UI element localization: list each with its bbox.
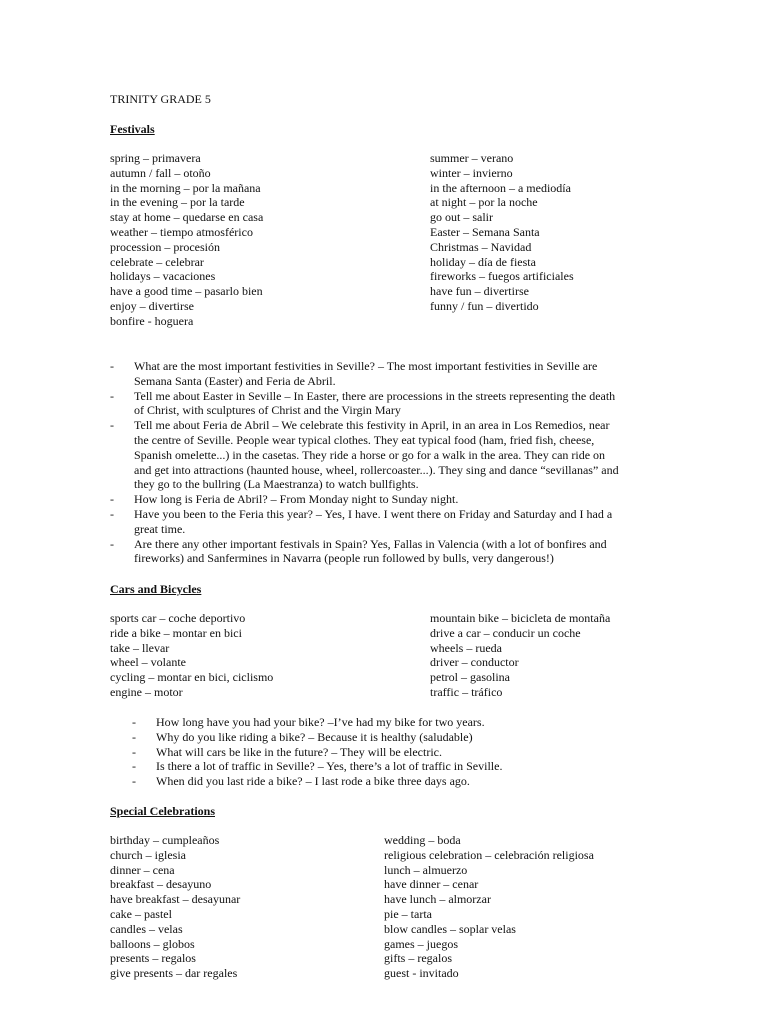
vocab-entry: enjoy – divertirse xyxy=(110,298,194,313)
festivals-questions xyxy=(110,359,670,566)
vocab-entry: driver – conductor xyxy=(430,655,519,670)
vocab-entry: presents – regalos xyxy=(110,951,196,966)
bullet-dash: - xyxy=(132,759,136,774)
vocab-entry: procession – procesión xyxy=(110,239,220,254)
vocab-entry: in the afternoon – a mediodía xyxy=(430,180,571,195)
vocab-entry: games – juegos xyxy=(384,936,458,951)
festivals-vocab-left xyxy=(110,151,410,329)
vocab-entry: go out – salir xyxy=(430,210,493,225)
question-line: How long is Feria de Abril? – From Monday night to Sunday night. xyxy=(134,492,459,507)
vocab-entry: holidays – vacaciones xyxy=(110,269,216,284)
question-item xyxy=(110,537,670,567)
question-line: How long have you had your bike? –I’ve had my bike for two years. xyxy=(156,715,485,729)
vocab-entry: in the evening – por la tarde xyxy=(110,195,245,210)
question-line: of Christ, with sculptures of Christ and the Virgin Mary xyxy=(134,403,401,418)
document-title: TRINITY GRADE 5 xyxy=(110,92,211,106)
question-line: Semana Santa (Easter) and Feria de Abril. xyxy=(134,373,336,388)
vocab-entry: have lunch – almorzar xyxy=(384,892,491,907)
vocab-entry: have dinner – cenar xyxy=(384,877,479,892)
question-line: What will cars be like in the future? – They will be electric. xyxy=(156,744,443,759)
festivals-vocab xyxy=(110,151,730,331)
vocab-entry: have fun – divertirse xyxy=(430,284,529,299)
vocab-entry: religious celebration – celebración religiosa xyxy=(384,847,594,862)
cars-question-list xyxy=(132,715,652,789)
vocab-entry: summer – verano xyxy=(430,151,514,165)
question-item xyxy=(110,418,670,492)
question-line: Tell me about Easter in Seville – In Easter, there are processions in the streets representing the death xyxy=(134,388,616,403)
vocab-entry: holiday – día de fiesta xyxy=(430,254,536,269)
vocab-entry: funny / fun – divertido xyxy=(430,298,539,313)
vocab-entry: traffic – tráfico xyxy=(430,684,503,699)
vocab-entry: birthday – cumpleaños xyxy=(110,833,220,847)
question-line: they go to the bullring (La Maestranza) to watch bullfights. xyxy=(134,477,419,492)
celebrations-vocab-right xyxy=(384,833,684,981)
vocab-entry: ride a bike – montar en bici xyxy=(110,625,242,640)
vocab-entry: wheel – volante xyxy=(110,655,186,670)
vocab-entry: breakfast – desayuno xyxy=(110,877,212,892)
vocab-entry: blow candles – soplar velas xyxy=(384,921,516,936)
question-item xyxy=(132,774,652,789)
question-item xyxy=(132,759,652,774)
vocab-entry: fireworks – fuegos artificiales xyxy=(430,269,574,284)
cars-vocab-left xyxy=(110,611,410,700)
vocab-entry: have breakfast – desayunar xyxy=(110,892,241,907)
cars-vocab xyxy=(110,611,730,706)
bullet-dash: - xyxy=(132,774,136,789)
vocab-entry: bonfire - hoguera xyxy=(110,313,194,328)
question-line: Tell me about Feria de Abril – We celebrate this festivity in April, in an area in Los Remedios, near xyxy=(134,418,610,433)
bullet-dash: - xyxy=(110,418,114,433)
vocab-entry: cycling – montar en bici, ciclismo xyxy=(110,670,274,685)
vocab-entry: wedding – boda xyxy=(384,833,461,847)
celebrations-vocab-left xyxy=(110,833,410,981)
vocab-entry: spring – primavera xyxy=(110,151,201,165)
cars-questions xyxy=(132,715,652,789)
question-line: Is there a lot of traffic in Seville? – Yes, there’s a lot of traffic in Seville. xyxy=(156,759,503,774)
festivals-question-list xyxy=(110,359,670,566)
festivals-heading: Festivals xyxy=(110,122,155,136)
vocab-entry: balloons – globos xyxy=(110,936,195,951)
bullet-dash: - xyxy=(110,388,114,403)
bullet-dash: - xyxy=(110,359,114,373)
question-line: What are the most important festivities in Seville? – The most important festivities in Seville are xyxy=(134,359,598,373)
vocab-entry: wheels – rueda xyxy=(430,640,502,655)
vocab-entry: in the morning – por la mañana xyxy=(110,180,261,195)
vocab-entry: sports car – coche deportivo xyxy=(110,611,246,625)
vocab-entry: have a good time – pasarlo bien xyxy=(110,284,263,299)
vocab-entry: stay at home – quedarse en casa xyxy=(110,210,264,225)
vocab-entry: autumn / fall – otoño xyxy=(110,165,211,180)
vocab-entry: lunch – almuerzo xyxy=(384,862,468,877)
vocab-entry: church – iglesia xyxy=(110,847,186,862)
vocab-entry: take – llevar xyxy=(110,640,170,655)
question-item xyxy=(110,359,670,389)
vocab-entry: pie – tarta xyxy=(384,906,432,921)
vocab-entry: cake – pastel xyxy=(110,906,172,921)
vocab-entry: engine – motor xyxy=(110,684,183,699)
vocab-entry: at night – por la noche xyxy=(430,195,538,210)
bullet-dash: - xyxy=(110,536,114,551)
vocab-entry: candles – velas xyxy=(110,921,183,936)
question-item xyxy=(110,507,670,537)
festivals-vocab-right xyxy=(430,151,730,314)
question-line: Are there any other important festivals in Spain? Yes, Fallas in Valencia (with a lot of bonfires and xyxy=(134,536,607,551)
vocab-entry: Christmas – Navidad xyxy=(430,239,532,254)
question-line: the centre of Seville. People wear typical clothes. They eat typical food (ham, fried fish, cheese, xyxy=(134,432,595,447)
question-line: Have you been to the Feria this year? – Yes, I have. I went there on Friday and Saturday and I had a xyxy=(134,506,613,521)
question-line: fireworks) and Sanfermines in Navarra (people run followed by bulls, very dangerous!) xyxy=(134,551,554,566)
question-line: great time. xyxy=(134,521,186,536)
vocab-entry: weather – tiempo atmosférico xyxy=(110,224,253,239)
question-item xyxy=(110,389,670,419)
celebrations-vocab xyxy=(110,833,730,983)
vocab-entry: dinner – cena xyxy=(110,862,175,877)
vocab-entry: give presents – dar regales xyxy=(110,966,238,981)
question-item xyxy=(132,745,652,760)
vocab-entry: Easter – Semana Santa xyxy=(430,224,540,239)
vocab-entry: petrol – gasolina xyxy=(430,670,510,685)
question-line: Spanish omelette...) in the casetas. They ride a horse or go for a walk in the area. They can ride on xyxy=(134,447,606,462)
vocab-entry: gifts – regalos xyxy=(384,951,452,966)
bullet-dash: - xyxy=(110,506,114,521)
vocab-entry: guest - invitado xyxy=(384,966,459,981)
bullet-dash: - xyxy=(132,715,136,729)
question-item xyxy=(132,730,652,745)
bullet-dash: - xyxy=(132,729,136,744)
bullet-dash: - xyxy=(110,492,114,507)
cars-vocab-right xyxy=(430,611,730,700)
vocab-entry: mountain bike – bicicleta de montaña xyxy=(430,611,611,625)
cars-heading: Cars and Bicycles xyxy=(110,582,202,596)
vocab-entry: celebrate – celebrar xyxy=(110,254,204,269)
celebrations-heading: Special Celebrations xyxy=(110,804,215,818)
question-item xyxy=(110,492,670,507)
vocab-entry: drive a car – conducir un coche xyxy=(430,625,581,640)
bullet-dash: - xyxy=(132,744,136,759)
vocab-entry: winter – invierno xyxy=(430,165,513,180)
question-line: When did you last ride a bike? – I last rode a bike three days ago. xyxy=(156,774,470,789)
question-item xyxy=(132,715,652,730)
question-line: and get into attractions (haunted house, wheel, rollercoaster...). They sing and dance “sevillanas” and xyxy=(134,462,619,477)
question-line: Why do you like riding a bike? – Because it is healthy (saludable) xyxy=(156,729,473,744)
